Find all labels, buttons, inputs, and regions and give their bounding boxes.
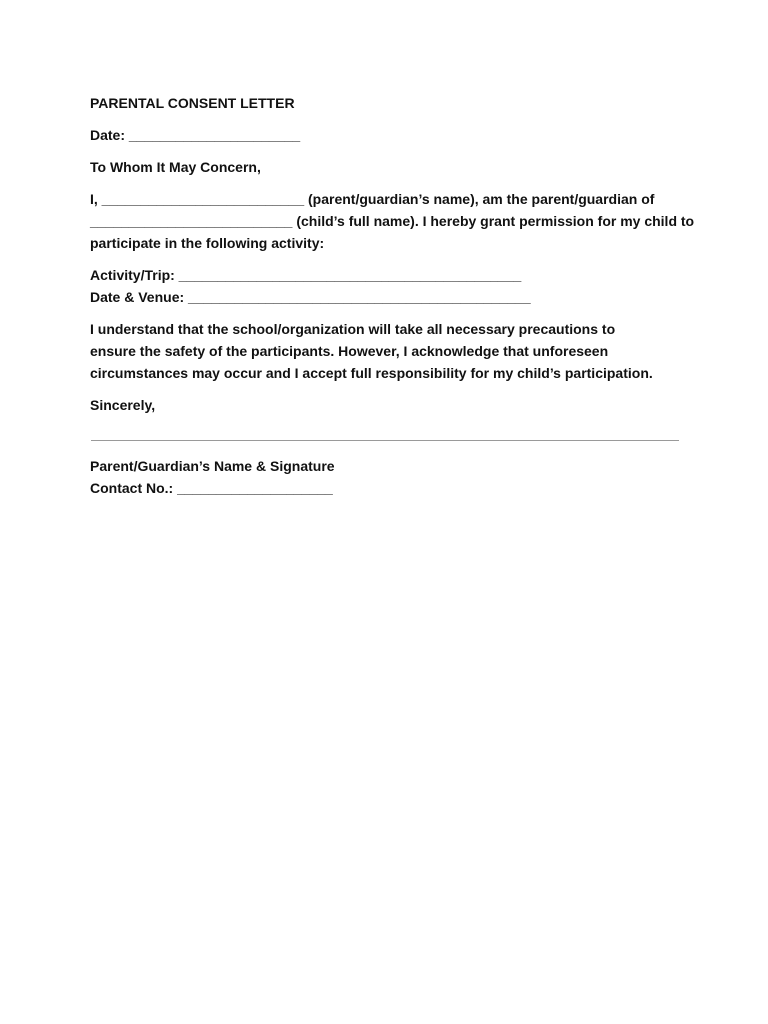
paragraph-permission xyxy=(90,188,695,254)
consent-letter xyxy=(90,92,695,499)
activity-details xyxy=(90,264,680,308)
activity-line: Activity/Trip: ____________________________________________ xyxy=(90,267,522,283)
letter-title: PARENTAL CONSENT LETTER xyxy=(90,95,295,111)
paragraph-permission-line-3: participate in the following activity: xyxy=(90,235,325,251)
paragraph-permission-line-2: __________________________ (child’s full name). I hereby grant permission for my child to xyxy=(90,213,695,229)
paragraph-responsibility-line-1: I understand that the school/organization will take all necessary precautions to xyxy=(90,321,616,337)
date-venue-line: Date & Venue: ____________________________________________ xyxy=(90,289,531,305)
paragraph-responsibility xyxy=(90,318,680,384)
paragraph-responsibility-line-2: ensure the safety of the participants. However, I acknowledge that unforeseen xyxy=(90,343,609,359)
contact-line: Contact No.: ____________________ xyxy=(90,480,333,496)
signature-line xyxy=(91,440,679,441)
paragraph-responsibility-line-3: circumstances may occur and I accept full responsibility for my child’s participation. xyxy=(90,365,653,381)
salutation: To Whom It May Concern, xyxy=(90,159,261,175)
paragraph-permission-line-1: I, __________________________ (parent/guardian’s name), am the parent/guardian of xyxy=(90,191,655,207)
closing: Sincerely, xyxy=(90,397,156,413)
signature-label: Parent/Guardian’s Name & Signature xyxy=(90,458,335,474)
date-line: Date: ______________________ xyxy=(90,127,301,143)
